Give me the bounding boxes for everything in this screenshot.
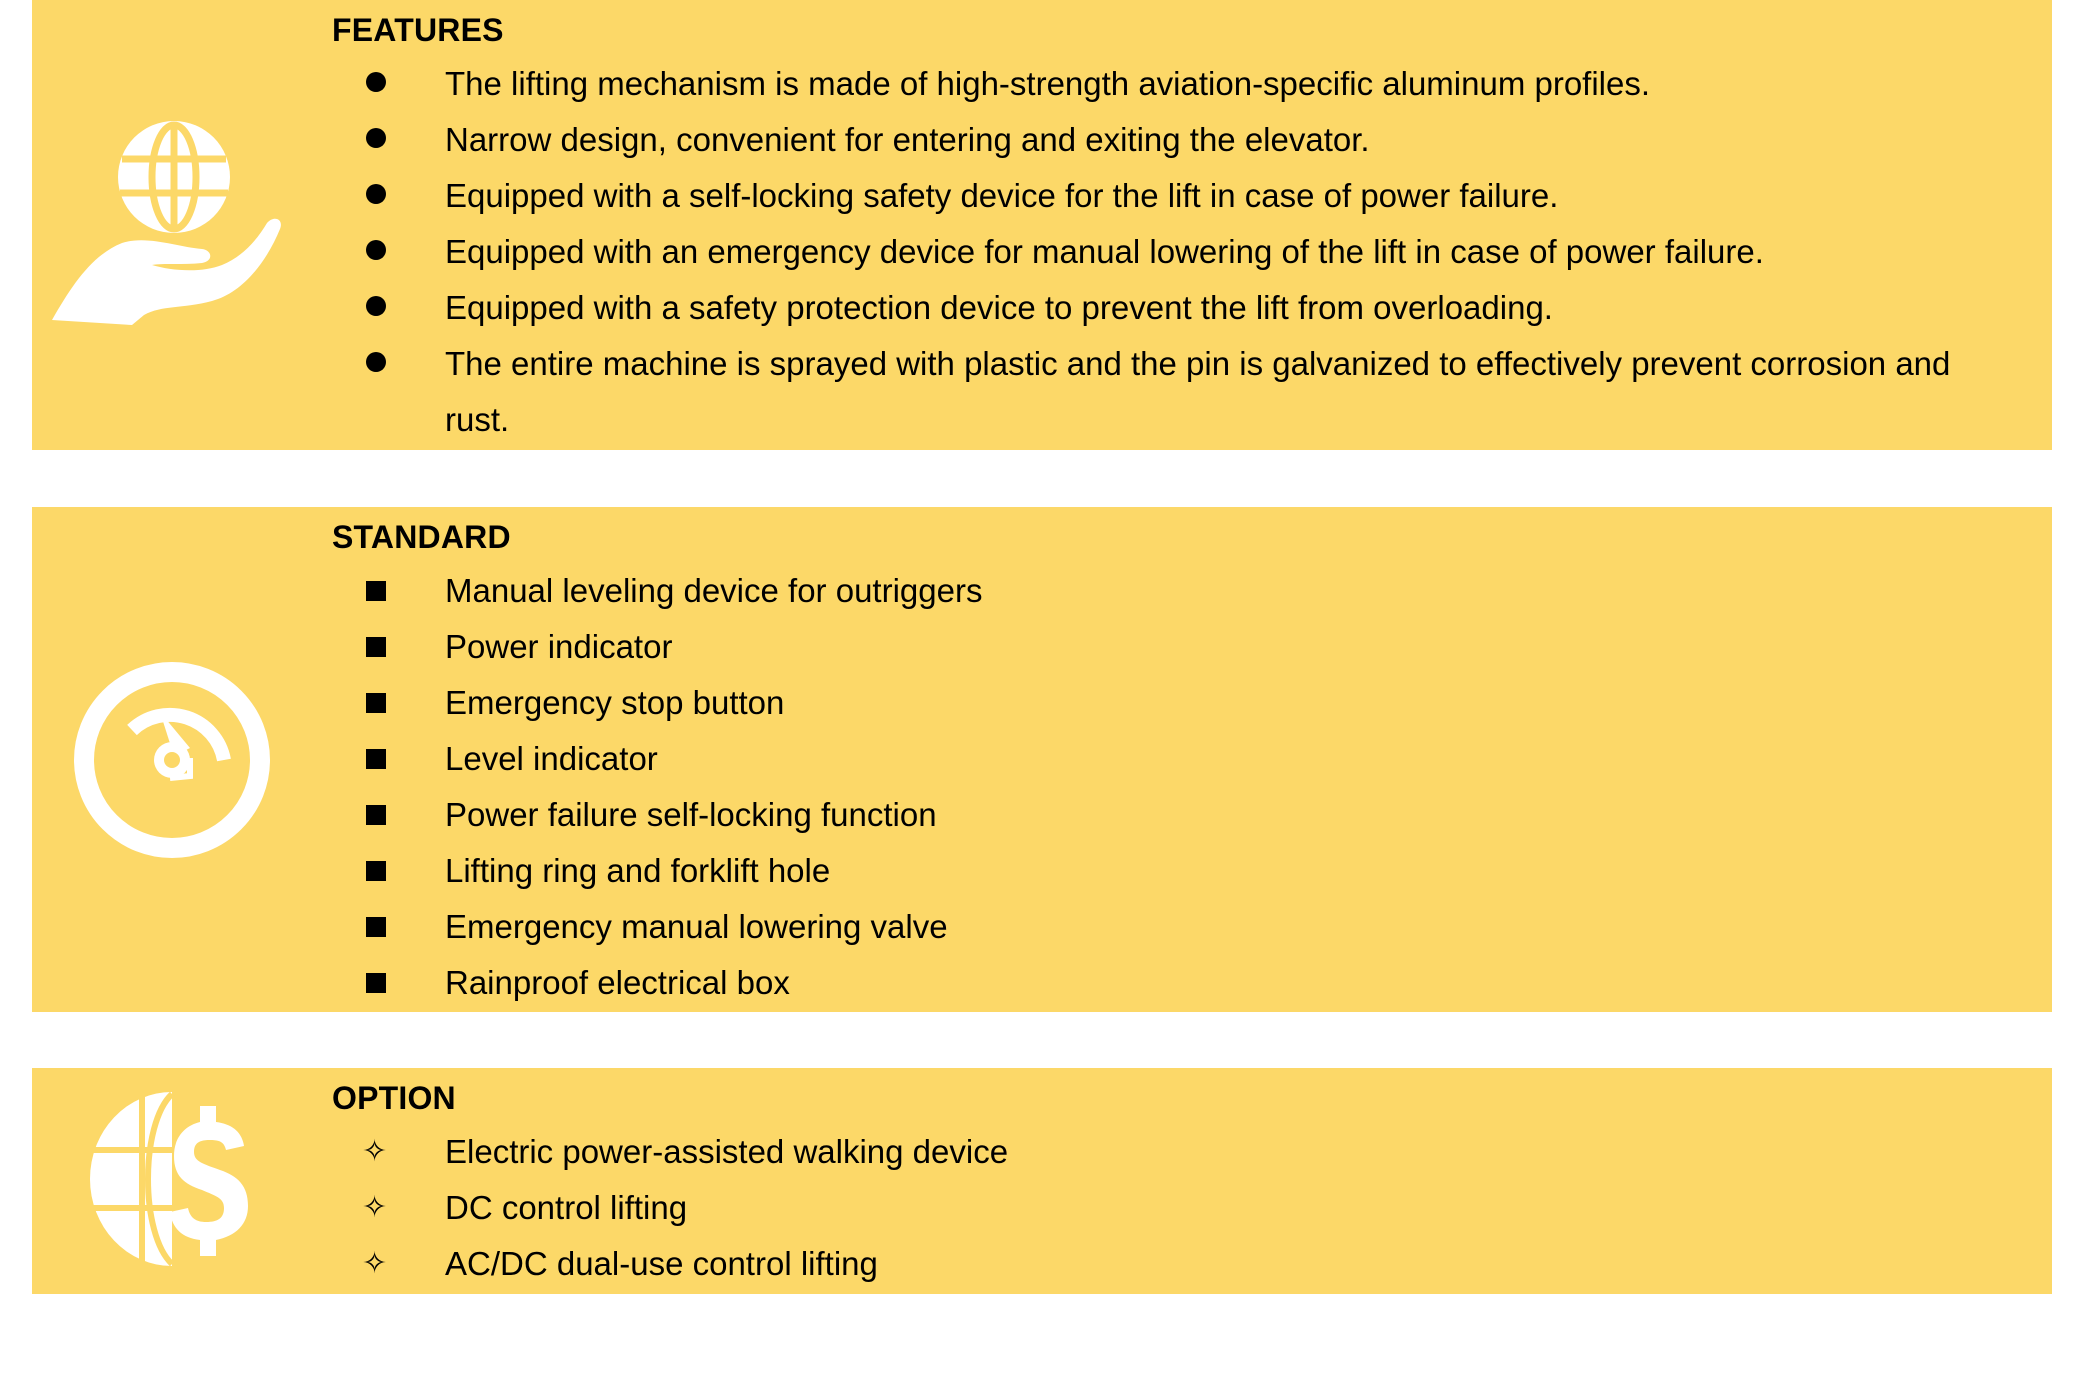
- bullet-square-icon: [366, 731, 406, 787]
- list-item-text: Emergency manual lowering valve: [445, 908, 948, 945]
- list-item: [332, 899, 2022, 955]
- list-item-text: The lifting mechanism is made of high-strength aviation-specific aluminum profiles.: [445, 65, 1651, 102]
- list-item: [332, 619, 2022, 675]
- bullet-star-icon: ✧: [362, 1246, 388, 1281]
- list-item-text: Narrow design, convenient for entering and exiting the elevator.: [445, 121, 1370, 158]
- list-item: [332, 1124, 2022, 1180]
- hand-globe-icon: [52, 115, 292, 330]
- list-item: [332, 563, 2022, 619]
- list-item: [332, 1236, 2022, 1292]
- list-item: [332, 280, 2022, 336]
- features-icon-area: [32, 0, 332, 450]
- list-item-text: DC control lifting: [445, 1189, 688, 1226]
- bullet-square-icon: [366, 955, 406, 1011]
- standard-heading: STANDARD: [332, 519, 511, 555]
- list-item-text: Equipped with a safety protection device to prevent the lift from overloading.: [445, 289, 1553, 326]
- bullet-dot-icon: [366, 336, 406, 392]
- list-item-text: Equipped with a self-locking safety device for the lift in case of power failure.: [445, 177, 1559, 214]
- list-item: [332, 112, 2022, 168]
- option-section: [32, 1068, 2052, 1294]
- list-item: [332, 168, 2022, 224]
- bullet-square-icon: [366, 563, 406, 619]
- standard-section: [32, 507, 2052, 1012]
- list-item-text: Equipped with an emergency device for manual lowering of the lift in case of power failure.: [445, 233, 1764, 270]
- list-item-text: Electric power-assisted walking device: [445, 1133, 1009, 1170]
- features-list: [332, 56, 2022, 448]
- features-content: [332, 0, 2022, 448]
- globe-dollar-icon: [82, 1084, 262, 1274]
- list-item-text: Rainproof electrical box: [445, 964, 790, 1001]
- bullet-square-icon: [366, 787, 406, 843]
- bullet-dot-icon: [366, 168, 406, 224]
- list-item-text: Lifting ring and forklift hole: [445, 852, 831, 889]
- bullet-star-icon: ✧: [362, 1190, 388, 1225]
- standard-content: [332, 507, 2022, 1011]
- bullet-dot-icon: [366, 224, 406, 280]
- bullet-dot-icon: [366, 112, 406, 168]
- list-item: [332, 731, 2022, 787]
- bullet-star-icon: ✧: [362, 1134, 388, 1169]
- list-item-text: Power indicator: [445, 628, 673, 665]
- list-item-text: Power failure self-locking function: [445, 796, 937, 833]
- list-item: [332, 224, 2022, 280]
- list-item: [332, 955, 2022, 1011]
- list-item: [332, 1180, 2022, 1236]
- option-list: [332, 1124, 2022, 1292]
- list-item: [332, 56, 2022, 112]
- option-content: [332, 1068, 2022, 1292]
- bullet-square-icon: [366, 675, 406, 731]
- list-item-text: The entire machine is sprayed with plastic and the pin is galvanized to effectively prevent corrosion and rust.: [445, 345, 1951, 438]
- option-icon-area: [32, 1068, 332, 1294]
- list-item-text: Emergency stop button: [445, 684, 785, 721]
- list-item: [332, 843, 2022, 899]
- list-item-text: Manual leveling device for outriggers: [445, 572, 983, 609]
- bullet-square-icon: [366, 619, 406, 675]
- bullet-square-icon: [366, 899, 406, 955]
- list-item-text: Level indicator: [445, 740, 658, 777]
- option-heading: OPTION: [332, 1080, 456, 1116]
- gauge-icon: [72, 660, 272, 860]
- list-item-text: AC/DC dual-use control lifting: [445, 1245, 878, 1282]
- features-section: [32, 0, 2052, 450]
- features-heading: FEATURES: [332, 12, 504, 48]
- standard-list: [332, 563, 2022, 1011]
- bullet-dot-icon: [366, 280, 406, 336]
- list-item: [332, 675, 2022, 731]
- bullet-square-icon: [366, 843, 406, 899]
- standard-icon-area: [32, 507, 332, 1012]
- bullet-dot-icon: [366, 56, 406, 112]
- list-item: [332, 336, 2022, 448]
- list-item: [332, 787, 2022, 843]
